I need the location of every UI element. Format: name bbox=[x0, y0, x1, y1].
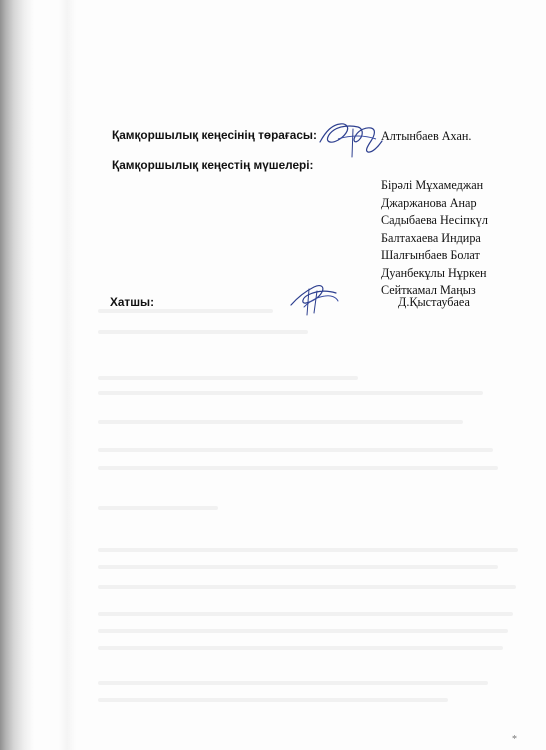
show-through-line bbox=[98, 420, 463, 424]
show-through-line bbox=[98, 629, 508, 633]
members-list bbox=[381, 177, 488, 300]
member-name: Садыбаева Несіпкүл bbox=[381, 213, 488, 227]
scan-shadow-band bbox=[58, 0, 76, 750]
show-through-line bbox=[98, 612, 513, 616]
member-name: Шалғынбаев Болат bbox=[381, 248, 480, 262]
show-through-line bbox=[98, 698, 448, 702]
scan-artifact-mark: * bbox=[512, 734, 517, 745]
show-through-line bbox=[98, 376, 358, 380]
scan-shadow-left bbox=[0, 0, 34, 750]
chair-signature bbox=[316, 117, 386, 162]
show-through-line bbox=[98, 391, 483, 395]
chair-label: Қамқоршылық кеңесінің төрағасы: bbox=[112, 128, 317, 142]
show-through-line bbox=[98, 506, 218, 510]
chair-name: Алтынбаев Ахан. bbox=[381, 129, 472, 143]
members-label: Қамқоршылық кеңестің мүшелері: bbox=[112, 158, 314, 172]
show-through-line bbox=[98, 585, 516, 589]
secretary-signature bbox=[286, 279, 346, 319]
member-name: Сейткамал Маңыз bbox=[381, 283, 476, 297]
show-through-line bbox=[98, 466, 498, 470]
show-through-line bbox=[98, 330, 308, 334]
secretary-name: Д.Қыстаубаеа bbox=[398, 295, 470, 309]
member-name: Бірәлі Мұхамеджан bbox=[381, 178, 484, 192]
show-through-line bbox=[98, 448, 493, 452]
member-name: Дуанбекұлы Нұркен bbox=[381, 265, 487, 280]
show-through-line bbox=[98, 646, 503, 650]
member-name: Джаржанова Анар bbox=[381, 195, 477, 210]
show-through-line bbox=[98, 565, 498, 569]
show-through-line bbox=[98, 681, 488, 685]
member-name: Балтахаева Индира bbox=[381, 230, 481, 245]
show-through-line bbox=[98, 309, 273, 313]
secretary-label: Хатшы: bbox=[110, 295, 155, 309]
show-through-line bbox=[98, 548, 518, 552]
